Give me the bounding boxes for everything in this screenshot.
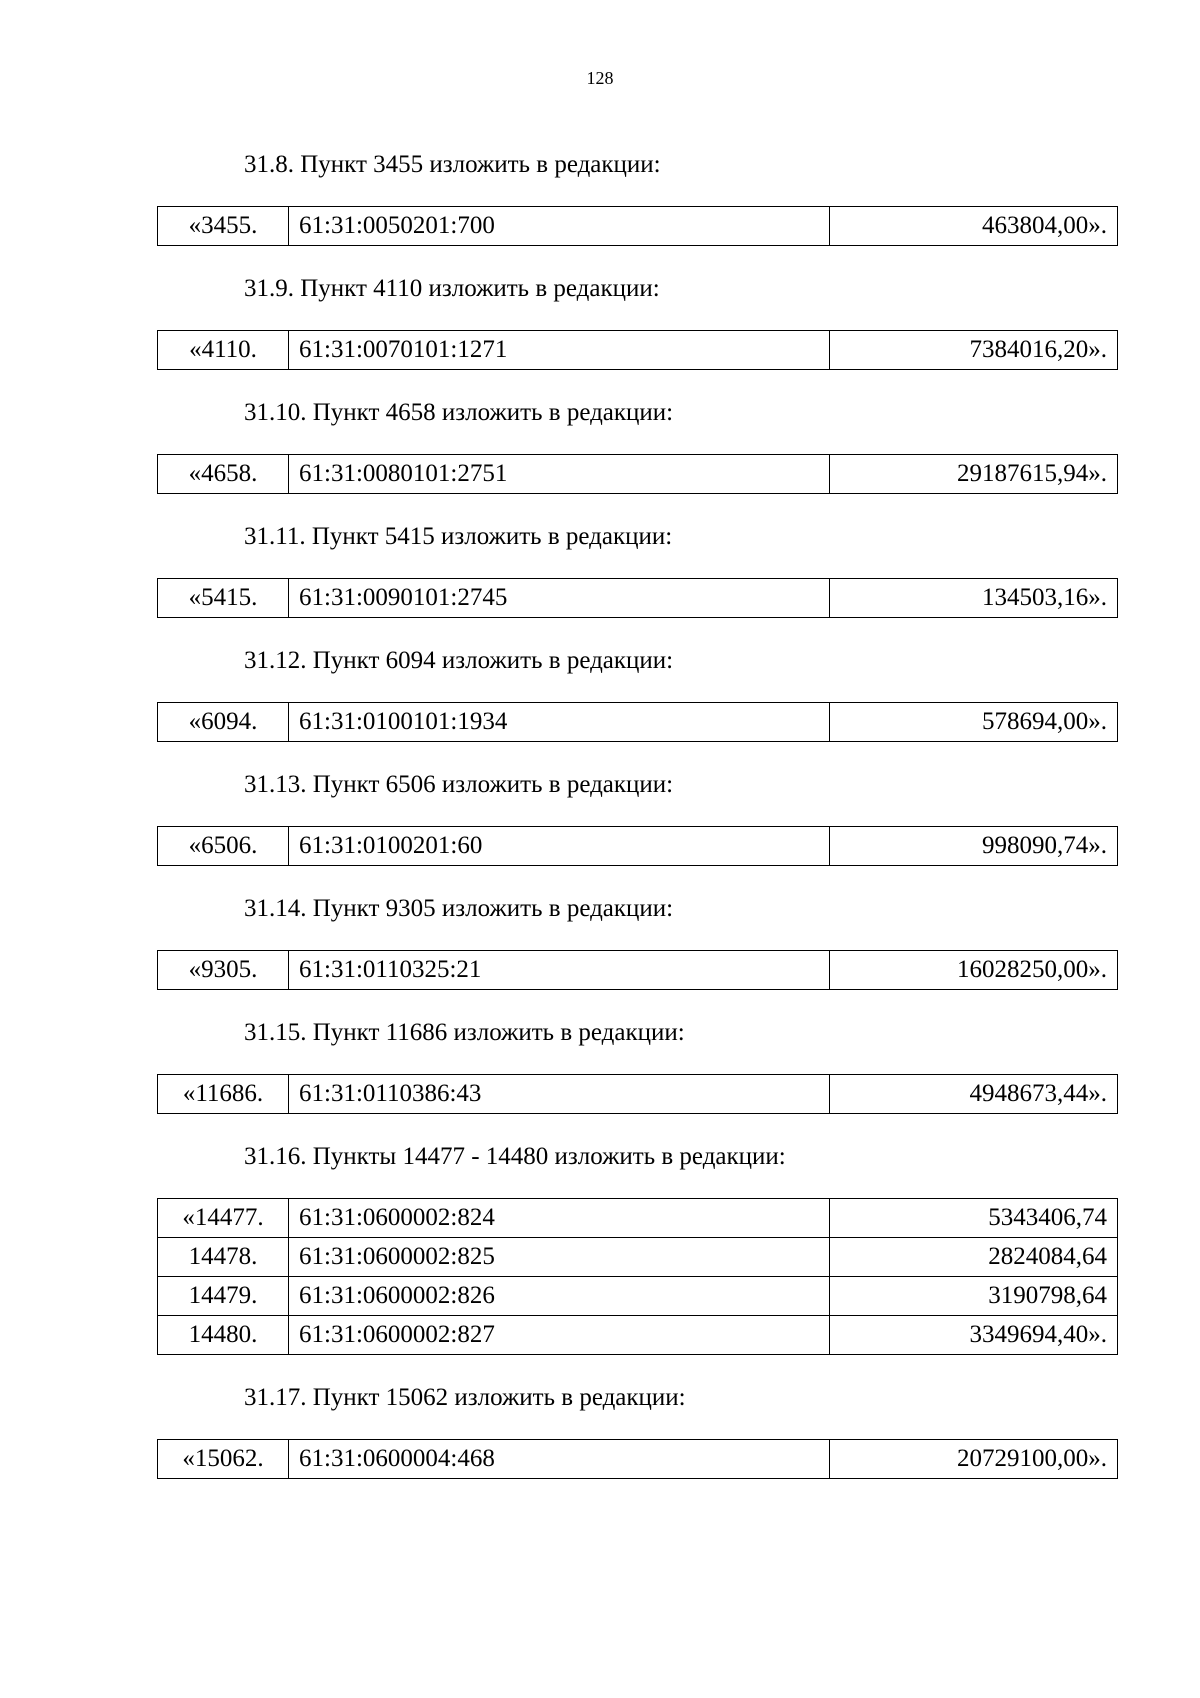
- amendment-heading: 31.15. Пункт 11686 изложить в редакции:: [244, 1019, 685, 1046]
- item-number-cell: «14477.: [158, 1199, 289, 1238]
- cadastral-number-cell: 61:31:0600002:825: [289, 1238, 830, 1277]
- cadastral-number-cell: 61:31:0100101:1934: [289, 703, 830, 742]
- value-cell: 3349694,40».: [830, 1316, 1118, 1355]
- amendment-section: [157, 1381, 1118, 1479]
- table-row: [158, 455, 1118, 494]
- item-number-cell: «4658.: [158, 455, 289, 494]
- cadastral-number-cell: 61:31:0090101:2745: [289, 579, 830, 618]
- document-body: [157, 148, 1118, 1505]
- cadastral-number-cell: 61:31:0600004:468: [289, 1440, 830, 1479]
- cadastral-number-cell: 61:31:0110325:21: [289, 951, 830, 990]
- table-row: [158, 207, 1118, 246]
- cadastral-number-cell: 61:31:0600002:827: [289, 1316, 830, 1355]
- value-cell: 16028250,00».: [830, 951, 1118, 990]
- value-cell: 2824084,64: [830, 1238, 1118, 1277]
- amendment-section: [157, 892, 1118, 990]
- amendment-section: [157, 520, 1118, 618]
- amendment-heading: 31.8. Пункт 3455 изложить в редакции:: [244, 151, 661, 178]
- table-row: [158, 1075, 1118, 1114]
- amendment-heading: 31.11. Пункт 5415 изложить в редакции:: [244, 523, 673, 550]
- amendment-section: [157, 644, 1118, 742]
- amendment-table: [157, 206, 1118, 246]
- table-row: [158, 331, 1118, 370]
- table-row: [158, 703, 1118, 742]
- amendment-section: [157, 396, 1118, 494]
- table-row: [158, 1316, 1118, 1355]
- amendment-section: [157, 768, 1118, 866]
- amendment-table: [157, 578, 1118, 618]
- amendment-table: [157, 702, 1118, 742]
- item-number-cell: «11686.: [158, 1075, 289, 1114]
- value-cell: 463804,00».: [830, 207, 1118, 246]
- item-number-cell: 14480.: [158, 1316, 289, 1355]
- cadastral-number-cell: 61:31:0050201:700: [289, 207, 830, 246]
- value-cell: 20729100,00».: [830, 1440, 1118, 1479]
- cadastral-number-cell: 61:31:0070101:1271: [289, 331, 830, 370]
- amendment-section: [157, 148, 1118, 246]
- amendment-table: [157, 330, 1118, 370]
- item-number-cell: «6094.: [158, 703, 289, 742]
- table-row: [158, 951, 1118, 990]
- value-cell: 998090,74».: [830, 827, 1118, 866]
- table-row: [158, 827, 1118, 866]
- amendment-table: [157, 950, 1118, 990]
- amendment-heading: 31.16. Пункты 14477 - 14480 изложить в редакции:: [244, 1143, 786, 1170]
- table-row: [158, 1238, 1118, 1277]
- amendment-heading: 31.14. Пункт 9305 изложить в редакции:: [244, 895, 674, 922]
- value-cell: 134503,16».: [830, 579, 1118, 618]
- item-number-cell: 14478.: [158, 1238, 289, 1277]
- value-cell: 5343406,74: [830, 1199, 1118, 1238]
- amendment-heading: 31.13. Пункт 6506 изложить в редакции:: [244, 771, 674, 798]
- table-row: [158, 579, 1118, 618]
- item-number-cell: «15062.: [158, 1440, 289, 1479]
- amendment-table: [157, 1198, 1118, 1355]
- amendment-section: [157, 1140, 1118, 1355]
- cadastral-number-cell: 61:31:0100201:60: [289, 827, 830, 866]
- table-row: [158, 1440, 1118, 1479]
- table-row: [158, 1277, 1118, 1316]
- cadastral-number-cell: 61:31:0600002:826: [289, 1277, 830, 1316]
- amendment-table: [157, 826, 1118, 866]
- item-number-cell: «6506.: [158, 827, 289, 866]
- value-cell: 578694,00».: [830, 703, 1118, 742]
- item-number-cell: 14479.: [158, 1277, 289, 1316]
- value-cell: 3190798,64: [830, 1277, 1118, 1316]
- amendment-section: [157, 272, 1118, 370]
- amendment-table: [157, 1074, 1118, 1114]
- amendment-heading: 31.12. Пункт 6094 изложить в редакции:: [244, 647, 674, 674]
- amendment-table: [157, 1439, 1118, 1479]
- cadastral-number-cell: 61:31:0110386:43: [289, 1075, 830, 1114]
- item-number-cell: «9305.: [158, 951, 289, 990]
- amendment-heading: 31.9. Пункт 4110 изложить в редакции:: [244, 275, 660, 302]
- cadastral-number-cell: 61:31:0080101:2751: [289, 455, 830, 494]
- cadastral-number-cell: 61:31:0600002:824: [289, 1199, 830, 1238]
- item-number-cell: «3455.: [158, 207, 289, 246]
- value-cell: 4948673,44».: [830, 1075, 1118, 1114]
- item-number-cell: «5415.: [158, 579, 289, 618]
- amendment-section: [157, 1016, 1118, 1114]
- table-row: [158, 1199, 1118, 1238]
- amendment-heading: 31.17. Пункт 15062 изложить в редакции:: [244, 1384, 686, 1411]
- value-cell: 7384016,20».: [830, 331, 1118, 370]
- page-number: 128: [586, 68, 614, 88]
- item-number-cell: «4110.: [158, 331, 289, 370]
- amendment-heading: 31.10. Пункт 4658 изложить в редакции:: [244, 399, 674, 426]
- value-cell: 29187615,94».: [830, 455, 1118, 494]
- amendment-table: [157, 454, 1118, 494]
